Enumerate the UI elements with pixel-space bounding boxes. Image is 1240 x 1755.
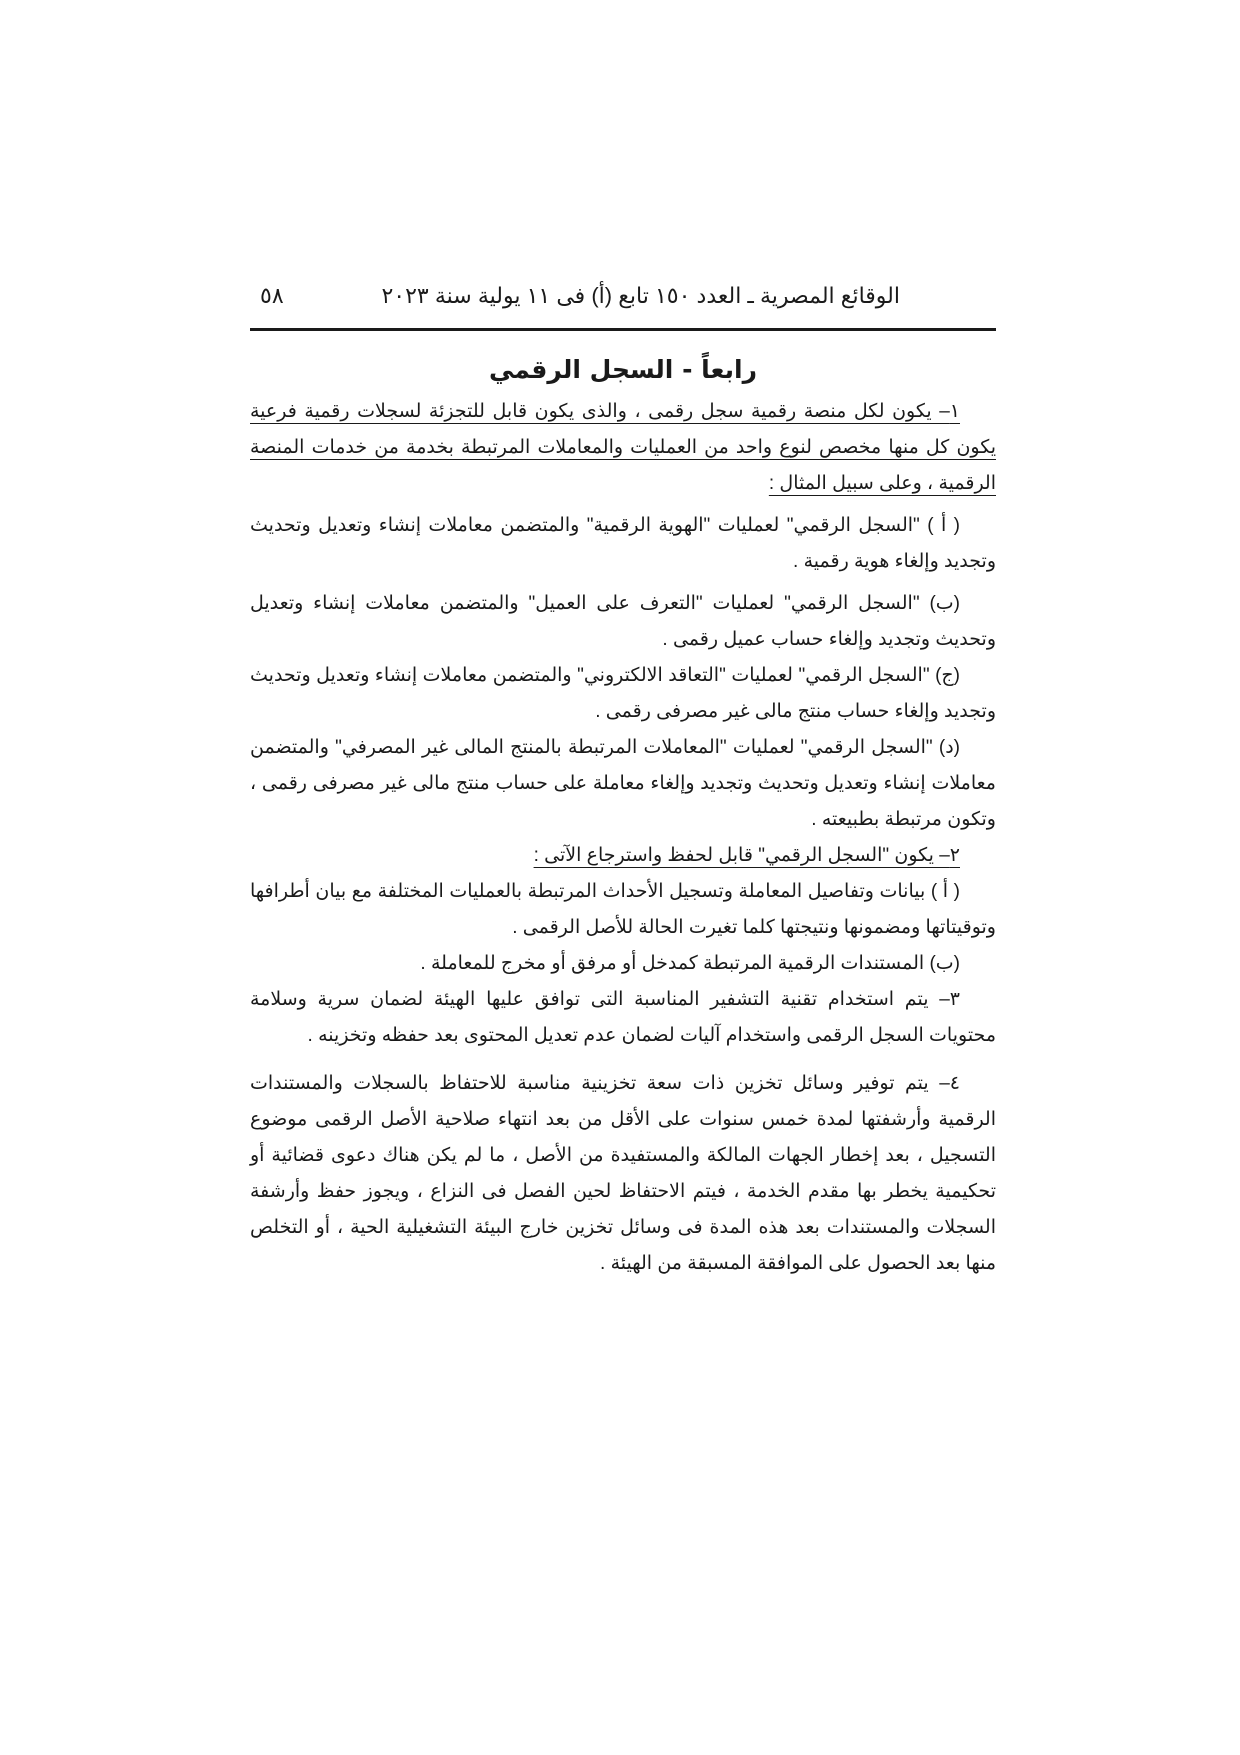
- clause-3: ٣– يتم استخدام تقنية التشفير المناسبة التى توافق عليها الهيئة لضمان سرية وسلامة محتويات السجل الرقمى واستخدام آليات لضمان عدم تعديل المحتوى بعد حفظه وتخزينه .: [250, 989, 996, 1046]
- clause-1-item-b: (ب) "السجل الرقمي" لعمليات "التعرف على العميل" والمتضمن معاملات إنشاء وتعديل وتحديث وتجديد وإلغاء حساب عميل رقمى .: [250, 593, 996, 650]
- clause-1: ١– يكون لكل منصة رقمية سجل رقمى ، والذى يكون قابل للتجزئة لسجلات رقمية فرعية يكون كل منها مخصص لنوع واحد من العمليات والمعاملات المرتبطة بخدمة من خدمات المنصة الرقمية ، وعلى سبيل المثال :: [250, 401, 996, 494]
- clause-4: ٤– يتم توفير وسائل تخزين ذات سعة تخزينية مناسبة للاحتفاظ بالسجلات والمستندات الرقمية وأرشفتها لمدة خمس سنوات على الأقل من بعد انتهاء صلاحية الأصل الرقمى موضوع التسجيل ، بعد إخطار الجهات المالكة والمستفيدة من الأصل ، ما لم يكن هناك دعوى قضائية أو تحكيمية يخطر بها مقدم الخدمة ، فيتم الاحتفاظ لحين الفصل فى النزاع ، ويجوز حفظ وأرشفة السجلات والمستندات بعد هذه المدة فى وسائل تخزين خارج البيئة التشغيلية الحية ، أو التخلص منها بعد الحصول على الموافقة المسبقة من الهيئة .: [250, 1073, 996, 1274]
- clause-2-item-b: (ب) المستندات الرقمية المرتبطة كمدخل أو مرفق أو مخرج للمعاملة .: [420, 953, 960, 974]
- clause-1-item-c: (ج) "السجل الرقمي" لعمليات "التعاقد الالكتروني" والمتضمن معاملات إنشاء وتعديل وتحديث وتجديد وإلغاء حساب منتج مالى غير مصرفى رقمى .: [250, 665, 996, 722]
- clause-1-item-d: (د) "السجل الرقمي" لعمليات "المعاملات المرتبطة بالمنتج المالى غير المصرفي" والمتضمن معاملات إنشاء وتعديل وتحديث وتجديد وإلغاء معاملة على حساب منتج مالى غير مصرفى رقمى ، وتكون مرتبطة بطبيعته .: [250, 737, 996, 830]
- clause-2: [250, 838, 996, 874]
- header-rule: [250, 328, 996, 331]
- page-number: ٥٨: [260, 283, 284, 308]
- clause-2-text: ٢– يكون "السجل الرقمي" قابل لحفظ واسترجاع الآتى :: [533, 845, 960, 866]
- clause-1-item-a: ( أ ) "السجل الرقمي" لعمليات "الهوية الرقمية" والمتضمن معاملات إنشاء وتعديل وتحديث وتجديد وإلغاء هوية رقمية .: [250, 515, 996, 572]
- page-header: [250, 270, 996, 322]
- section-title: رابعاً - السجل الرقمي: [489, 355, 757, 384]
- running-title: الوقائع المصرية ـ العدد ١٥٠ تابع (أ) فى ١١ يولية سنة ٢٠٢٣: [381, 283, 900, 308]
- clause-2-item-a: ( أ ) بيانات وتفاصيل المعاملة وتسجيل الأحداث المرتبطة بالعمليات المختلفة مع بيان أطرافها وتوقيتاتها ومضمونها ونتيجتها كلما تغيرت الحالة للأصل الرقمى .: [250, 881, 996, 938]
- document-page: [250, 270, 996, 1282]
